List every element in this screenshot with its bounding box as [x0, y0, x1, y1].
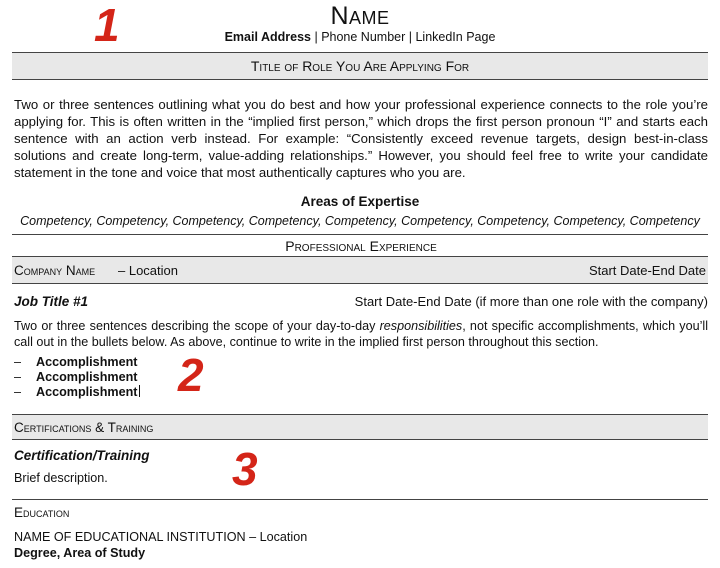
- desc-italic: responsibilities: [379, 319, 463, 333]
- email-address: Email Address: [224, 30, 311, 44]
- list-item: [14, 355, 140, 370]
- candidate-name: Name: [330, 2, 390, 30]
- job-dates: Start Date-End Date (if more than one role with the company): [354, 294, 708, 309]
- accomplishment-list: [14, 355, 140, 400]
- marker-2: 2: [178, 349, 204, 401]
- divider: [12, 234, 708, 235]
- text-cursor: [139, 385, 140, 397]
- accomplishment: Accomplishment: [36, 385, 138, 399]
- job-description: [14, 318, 708, 350]
- desc-part-2: , not specific accomplishments, which you’ll call out in the bullets below. As above, continue to write in the implied first person throughout this section.: [14, 319, 708, 349]
- bullet-dash: –: [14, 385, 22, 399]
- experience-heading: [14, 238, 708, 254]
- linkedin-page: LinkedIn Page: [415, 30, 496, 44]
- competency-list: Competency, Competency, Competency, Competency, Competency, Competency, Competency, Competency, Competency: [20, 214, 700, 228]
- marker-3: 3: [232, 443, 258, 495]
- job-title: Job Title #1: [14, 294, 89, 309]
- job-row: [14, 294, 708, 309]
- education-heading: Education: [14, 505, 70, 520]
- company-bar: [12, 256, 708, 284]
- list-item: [14, 385, 140, 400]
- expertise-title: Areas of Expertise: [300, 194, 420, 209]
- bullet-dash: –: [14, 370, 22, 384]
- separator: |: [405, 30, 416, 44]
- desc-part-1: Two or three sentences describing the scope of your day-to-day: [14, 319, 380, 333]
- experience-heading-text: Professional Experience: [285, 238, 437, 254]
- degree: Degree, Area of Study: [14, 546, 146, 560]
- certification-description: Brief description.: [14, 471, 108, 485]
- certification-title: Certification/Training: [14, 448, 150, 463]
- certifications-bar: [12, 414, 708, 440]
- institution-name: NAME OF EDUCATIONAL INSTITUTION: [14, 530, 246, 544]
- contact-line: [0, 30, 720, 44]
- list-item: [14, 370, 140, 385]
- bullet-dash: –: [14, 355, 22, 369]
- company-name: Company Name: [14, 263, 96, 278]
- company-location: – Location: [118, 263, 178, 278]
- institution-location: – Location: [245, 530, 308, 544]
- accomplishment: Accomplishment: [36, 355, 138, 369]
- marker-1: 1: [94, 0, 120, 51]
- company-dates: Start Date-End Date: [588, 263, 706, 278]
- separator: |: [310, 30, 322, 44]
- candidate-summary: Two or three sentences outlining what you do best and how your professional experience connects to the role you’re applying for. This is often written in the “implied first person,” which drops the first person pronoun “I” and starts each sentence with an action verb instead. For example: “Consistently exceed revenue targets, design best-in-class solutions and create long-term, value-adding relationships.” However, you should feel free to write your candidate statement in the tone and voice that most authentically captures who you are.: [14, 97, 708, 180]
- certifications-heading: Certifications & Training: [14, 420, 154, 435]
- accomplishment: Accomplishment: [36, 370, 138, 384]
- divider: [12, 499, 708, 500]
- education-institution-row: [14, 530, 708, 544]
- role-title-bar: [12, 52, 708, 80]
- role-title: Title of Role You Are Applying For: [250, 58, 470, 74]
- phone-number: Phone Number: [321, 30, 406, 44]
